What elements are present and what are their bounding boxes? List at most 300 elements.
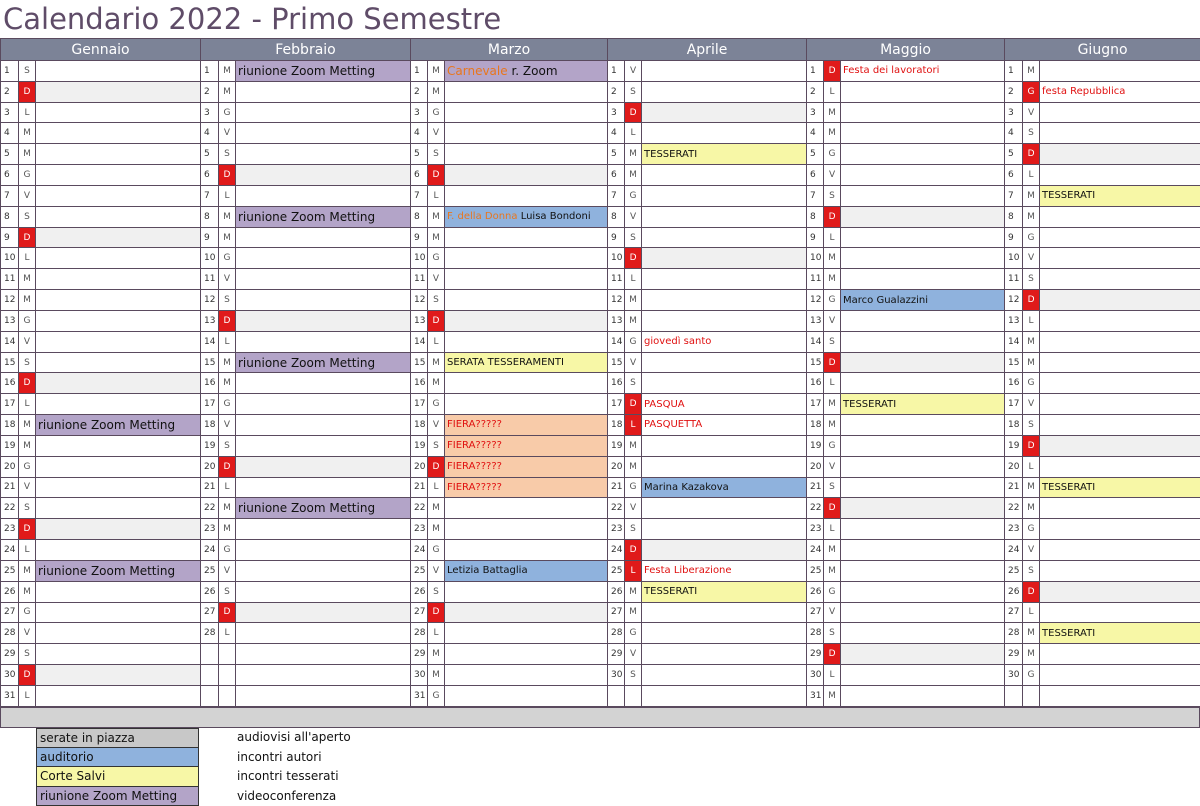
event-cell[interactable]	[445, 644, 608, 665]
event-cell[interactable]	[236, 227, 411, 248]
event-cell[interactable]	[841, 331, 1005, 352]
day-number: 17	[807, 394, 824, 415]
event-cell[interactable]	[642, 310, 807, 331]
weekday-letter: M	[1023, 644, 1040, 665]
weekday-letter: M	[19, 581, 36, 602]
event-cell[interactable]	[841, 373, 1005, 394]
event-cell[interactable]	[1040, 665, 1200, 686]
event-cell[interactable]	[642, 435, 807, 456]
event-cell[interactable]	[445, 290, 608, 311]
weekday-letter: V	[1023, 394, 1040, 415]
event-cell[interactable]	[445, 227, 608, 248]
event-cell[interactable]	[642, 623, 807, 644]
empty-cell	[219, 665, 236, 686]
event-cell[interactable]	[642, 415, 807, 436]
day-number: 27	[411, 602, 428, 623]
day-number: 26	[608, 581, 625, 602]
event-cell[interactable]	[841, 456, 1005, 477]
event-cell[interactable]	[36, 144, 201, 165]
weekday-letter: M	[428, 227, 445, 248]
event-cell[interactable]	[445, 519, 608, 540]
day-number: 25	[201, 560, 219, 581]
event-cell[interactable]	[642, 373, 807, 394]
event-cell[interactable]	[1040, 519, 1200, 540]
event-cell[interactable]	[841, 185, 1005, 206]
weekday-letter: G	[1023, 665, 1040, 686]
day-number: 21	[1005, 477, 1023, 498]
event-cell[interactable]	[236, 310, 411, 331]
event-label: Festa Liberazione	[644, 565, 732, 577]
event-cell[interactable]	[841, 644, 1005, 665]
event-cell[interactable]	[445, 560, 608, 581]
event-cell[interactable]	[236, 477, 411, 498]
day-number: 21	[1, 477, 19, 498]
event-cell[interactable]	[642, 560, 807, 581]
weekday-letter: M	[428, 519, 445, 540]
weekday-letter: D	[428, 456, 445, 477]
event-cell[interactable]	[1040, 415, 1200, 436]
empty-cell	[625, 685, 642, 706]
event-cell[interactable]	[1040, 435, 1200, 456]
event-cell[interactable]	[841, 415, 1005, 436]
day-number: 9	[201, 227, 219, 248]
event-cell[interactable]	[445, 456, 608, 477]
event-cell[interactable]	[841, 352, 1005, 373]
event-cell[interactable]	[36, 206, 201, 227]
event-cell[interactable]	[841, 248, 1005, 269]
weekday-letter: G	[824, 144, 841, 165]
weekday-letter: V	[428, 123, 445, 144]
event-cell[interactable]	[1040, 310, 1200, 331]
weekday-letter: M	[1023, 185, 1040, 206]
day-number: 20	[807, 456, 824, 477]
day-number: 26	[807, 581, 824, 602]
day-number: 22	[1, 498, 19, 519]
event-cell[interactable]	[841, 685, 1005, 706]
event-cell[interactable]	[445, 415, 608, 436]
event-cell[interactable]	[642, 144, 807, 165]
day-number: 15	[411, 352, 428, 373]
weekday-letter: M	[625, 581, 642, 602]
weekday-letter: L	[19, 685, 36, 706]
event-cell[interactable]	[236, 102, 411, 123]
event-cell[interactable]	[236, 81, 411, 102]
day-number: 6	[608, 165, 625, 186]
event-cell[interactable]	[36, 61, 201, 82]
event-cell[interactable]	[36, 269, 201, 290]
event-cell[interactable]	[36, 477, 201, 498]
event-cell[interactable]	[36, 373, 201, 394]
weekday-letter: M	[428, 498, 445, 519]
event-cell[interactable]	[36, 623, 201, 644]
day-number: 9	[608, 227, 625, 248]
day-number: 8	[807, 206, 824, 227]
event-cell[interactable]	[1040, 248, 1200, 269]
day-number: 24	[201, 540, 219, 561]
event-cell[interactable]	[36, 352, 201, 373]
event-cell[interactable]	[1040, 352, 1200, 373]
event-cell[interactable]	[642, 602, 807, 623]
weekday-letter: M	[19, 269, 36, 290]
event-cell[interactable]	[1040, 394, 1200, 415]
weekday-letter: M	[824, 102, 841, 123]
empty-cell	[201, 665, 219, 686]
event-cell[interactable]	[236, 560, 411, 581]
event-cell[interactable]	[445, 123, 608, 144]
legend-description: incontri tesserati	[237, 769, 339, 783]
event-cell[interactable]	[642, 102, 807, 123]
weekday-letter: L	[824, 665, 841, 686]
event-cell[interactable]	[1040, 331, 1200, 352]
event-cell[interactable]	[445, 685, 608, 706]
event-cell[interactable]	[236, 394, 411, 415]
empty-cell	[236, 685, 411, 706]
event-cell[interactable]	[445, 373, 608, 394]
event-cell[interactable]	[841, 310, 1005, 331]
event-cell[interactable]	[841, 269, 1005, 290]
event-cell[interactable]	[36, 456, 201, 477]
weekday-letter: D	[219, 310, 236, 331]
event-cell[interactable]	[36, 415, 201, 436]
event-cell[interactable]	[642, 227, 807, 248]
event-cell[interactable]	[36, 81, 201, 102]
event-cell[interactable]	[236, 248, 411, 269]
weekday-letter: G	[625, 331, 642, 352]
event-cell[interactable]	[36, 498, 201, 519]
weekday-letter: L	[19, 394, 36, 415]
event-cell[interactable]	[1040, 498, 1200, 519]
event-cell[interactable]	[1040, 102, 1200, 123]
weekday-letter: M	[19, 415, 36, 436]
empty-cell	[236, 665, 411, 686]
weekday-letter: D	[428, 602, 445, 623]
event-cell[interactable]	[36, 560, 201, 581]
day-number: 20	[1005, 456, 1023, 477]
event-cell[interactable]	[841, 102, 1005, 123]
event-cell[interactable]	[1040, 581, 1200, 602]
event-cell[interactable]	[841, 144, 1005, 165]
day-number: 3	[201, 102, 219, 123]
weekday-letter: G	[428, 394, 445, 415]
event-cell[interactable]	[445, 435, 608, 456]
event-cell[interactable]	[36, 665, 201, 686]
event-cell[interactable]	[1040, 477, 1200, 498]
event-cell[interactable]	[445, 581, 608, 602]
event-cell[interactable]	[445, 144, 608, 165]
event-cell[interactable]	[445, 248, 608, 269]
day-number: 14	[608, 331, 625, 352]
day-number: 6	[1005, 165, 1023, 186]
event-cell[interactable]	[642, 331, 807, 352]
event-cell[interactable]	[642, 394, 807, 415]
weekday-letter: G	[1023, 227, 1040, 248]
day-number: 3	[608, 102, 625, 123]
day-number: 7	[411, 185, 428, 206]
event-cell[interactable]	[236, 415, 411, 436]
event-cell[interactable]	[841, 123, 1005, 144]
day-row	[1, 269, 1200, 290]
event-cell[interactable]	[1040, 165, 1200, 186]
event-cell[interactable]	[445, 352, 608, 373]
day-number: 16	[807, 373, 824, 394]
weekday-letter: L	[824, 227, 841, 248]
event-cell[interactable]	[841, 602, 1005, 623]
event-cell[interactable]	[642, 581, 807, 602]
event-cell[interactable]	[841, 540, 1005, 561]
event-cell[interactable]	[841, 206, 1005, 227]
event-cell[interactable]	[841, 498, 1005, 519]
event-cell[interactable]	[841, 581, 1005, 602]
event-cell[interactable]	[841, 477, 1005, 498]
day-number: 10	[807, 248, 824, 269]
event-cell[interactable]	[236, 269, 411, 290]
event-cell[interactable]	[36, 685, 201, 706]
weekday-letter: D	[1023, 581, 1040, 602]
event-cell[interactable]	[236, 123, 411, 144]
day-number: 6	[411, 165, 428, 186]
day-number: 12	[201, 290, 219, 311]
event-cell[interactable]	[36, 394, 201, 415]
event-cell[interactable]	[642, 206, 807, 227]
event-cell[interactable]	[445, 185, 608, 206]
event-cell[interactable]	[642, 456, 807, 477]
day-number: 28	[411, 623, 428, 644]
event-cell[interactable]	[36, 123, 201, 144]
event-label: TESSERATI	[1042, 190, 1096, 202]
event-cell[interactable]	[1040, 644, 1200, 665]
day-number: 2	[411, 81, 428, 102]
event-cell[interactable]	[642, 519, 807, 540]
day-row	[1, 665, 1200, 686]
weekday-letter: M	[824, 415, 841, 436]
day-row	[1, 331, 1200, 352]
event-cell[interactable]	[642, 477, 807, 498]
event-cell[interactable]	[445, 665, 608, 686]
event-cell[interactable]	[642, 165, 807, 186]
weekday-letter: D	[1023, 290, 1040, 311]
event-cell[interactable]	[642, 498, 807, 519]
event-cell[interactable]	[1040, 206, 1200, 227]
event-cell[interactable]	[236, 623, 411, 644]
event-cell[interactable]	[445, 394, 608, 415]
event-label: Carnevale	[447, 63, 508, 78]
day-number: 19	[1005, 435, 1023, 456]
event-cell[interactable]	[445, 206, 608, 227]
event-cell[interactable]	[236, 540, 411, 561]
event-cell[interactable]	[36, 290, 201, 311]
event-cell[interactable]	[36, 602, 201, 623]
weekday-letter: S	[824, 623, 841, 644]
event-cell[interactable]	[236, 331, 411, 352]
weekday-letter: M	[428, 206, 445, 227]
event-cell[interactable]	[1040, 123, 1200, 144]
event-cell[interactable]	[1040, 290, 1200, 311]
event-cell[interactable]	[1040, 602, 1200, 623]
event-cell[interactable]	[36, 435, 201, 456]
day-row	[1, 498, 1200, 519]
event-cell[interactable]	[445, 477, 608, 498]
event-cell[interactable]	[445, 102, 608, 123]
event-cell[interactable]	[445, 269, 608, 290]
event-cell[interactable]	[642, 644, 807, 665]
weekday-letter: G	[625, 477, 642, 498]
event-cell[interactable]	[36, 581, 201, 602]
day-number: 11	[201, 269, 219, 290]
weekday-letter: S	[1023, 560, 1040, 581]
weekday-letter: M	[824, 394, 841, 415]
event-cell[interactable]	[445, 165, 608, 186]
event-cell[interactable]	[642, 61, 807, 82]
event-cell[interactable]	[841, 665, 1005, 686]
event-cell[interactable]	[36, 331, 201, 352]
event-cell[interactable]	[841, 394, 1005, 415]
day-number: 23	[608, 519, 625, 540]
event-cell[interactable]	[642, 248, 807, 269]
event-cell[interactable]	[36, 644, 201, 665]
event-cell[interactable]	[445, 310, 608, 331]
event-cell[interactable]	[841, 435, 1005, 456]
weekday-letter: M	[625, 456, 642, 477]
day-number: 13	[1, 310, 19, 331]
event-cell[interactable]	[36, 248, 201, 269]
event-cell[interactable]	[841, 519, 1005, 540]
event-cell[interactable]	[841, 61, 1005, 82]
event-cell[interactable]	[1040, 185, 1200, 206]
event-cell[interactable]	[445, 81, 608, 102]
event-cell[interactable]	[36, 102, 201, 123]
day-number: 21	[411, 477, 428, 498]
event-label: TESSERATI	[644, 586, 698, 598]
day-number: 25	[1005, 560, 1023, 581]
event-cell[interactable]	[36, 310, 201, 331]
day-number: 18	[1, 415, 19, 436]
event-cell[interactable]	[642, 269, 807, 290]
day-number: 23	[201, 519, 219, 540]
event-cell[interactable]	[1040, 373, 1200, 394]
event-cell[interactable]	[642, 540, 807, 561]
weekday-letter: L	[824, 373, 841, 394]
event-cell[interactable]	[1040, 540, 1200, 561]
weekday-letter: M	[428, 644, 445, 665]
empty-cell	[642, 685, 807, 706]
day-number: 19	[1, 435, 19, 456]
event-cell[interactable]	[236, 581, 411, 602]
weekday-letter: M	[1023, 352, 1040, 373]
event-cell[interactable]	[841, 623, 1005, 644]
event-label: festa Repubblica	[1042, 86, 1126, 98]
event-cell[interactable]	[841, 290, 1005, 311]
day-number: 1	[201, 61, 219, 82]
event-cell[interactable]	[841, 81, 1005, 102]
event-label: Festa dei lavoratori	[843, 65, 940, 77]
legend-swatch: serate in piazza	[36, 728, 199, 748]
event-cell[interactable]	[642, 81, 807, 102]
event-cell[interactable]	[36, 540, 201, 561]
day-number: 4	[201, 123, 219, 144]
event-cell[interactable]	[1040, 81, 1200, 102]
event-cell[interactable]	[841, 560, 1005, 581]
weekday-letter: M	[824, 248, 841, 269]
day-number: 18	[411, 415, 428, 436]
event-cell[interactable]	[236, 373, 411, 394]
weekday-letter: L	[1023, 165, 1040, 186]
event-cell[interactable]	[236, 206, 411, 227]
weekday-letter: S	[19, 498, 36, 519]
day-number: 18	[608, 415, 625, 436]
event-cell[interactable]	[36, 227, 201, 248]
event-cell[interactable]	[236, 185, 411, 206]
legend-swatch: auditorio	[36, 748, 199, 768]
event-cell[interactable]	[445, 623, 608, 644]
day-number: 1	[411, 61, 428, 82]
legend	[36, 728, 516, 806]
weekday-letter: S	[219, 581, 236, 602]
day-number: 24	[411, 540, 428, 561]
weekday-letter: L	[625, 269, 642, 290]
day-number: 25	[807, 560, 824, 581]
day-row	[1, 373, 1200, 394]
event-cell[interactable]	[1040, 269, 1200, 290]
event-cell[interactable]	[642, 665, 807, 686]
event-cell[interactable]	[236, 144, 411, 165]
event-cell[interactable]	[236, 61, 411, 82]
event-cell[interactable]	[36, 519, 201, 540]
day-number: 30	[411, 665, 428, 686]
day-row	[1, 581, 1200, 602]
event-cell[interactable]	[236, 498, 411, 519]
event-cell[interactable]	[841, 227, 1005, 248]
event-cell[interactable]	[1040, 456, 1200, 477]
day-number: 14	[1, 331, 19, 352]
event-cell[interactable]	[445, 602, 608, 623]
event-cell[interactable]	[236, 352, 411, 373]
event-cell[interactable]	[36, 165, 201, 186]
event-cell[interactable]	[642, 185, 807, 206]
day-number: 10	[608, 248, 625, 269]
event-cell[interactable]	[445, 498, 608, 519]
event-cell[interactable]	[841, 165, 1005, 186]
event-cell[interactable]	[642, 123, 807, 144]
legend-description: audiovisi all'aperto	[237, 730, 351, 744]
event-cell[interactable]	[236, 456, 411, 477]
event-cell[interactable]	[1040, 144, 1200, 165]
event-cell[interactable]	[1040, 560, 1200, 581]
event-cell[interactable]	[236, 519, 411, 540]
event-cell[interactable]	[236, 435, 411, 456]
day-number: 24	[807, 540, 824, 561]
day-number: 14	[1005, 331, 1023, 352]
event-cell[interactable]	[236, 165, 411, 186]
event-cell[interactable]	[642, 290, 807, 311]
event-cell[interactable]	[36, 185, 201, 206]
event-cell[interactable]	[445, 540, 608, 561]
event-cell[interactable]	[236, 290, 411, 311]
event-cell[interactable]	[1040, 227, 1200, 248]
event-cell[interactable]	[445, 331, 608, 352]
weekday-letter: L	[19, 248, 36, 269]
event-cell[interactable]	[1040, 61, 1200, 82]
day-number: 17	[1005, 394, 1023, 415]
day-row	[1, 61, 1200, 82]
event-cell[interactable]	[445, 61, 608, 82]
day-row	[1, 185, 1200, 206]
event-cell[interactable]	[236, 602, 411, 623]
weekday-letter: S	[1023, 415, 1040, 436]
day-number: 28	[807, 623, 824, 644]
day-number: 2	[807, 81, 824, 102]
event-cell[interactable]	[642, 352, 807, 373]
event-cell[interactable]	[1040, 623, 1200, 644]
